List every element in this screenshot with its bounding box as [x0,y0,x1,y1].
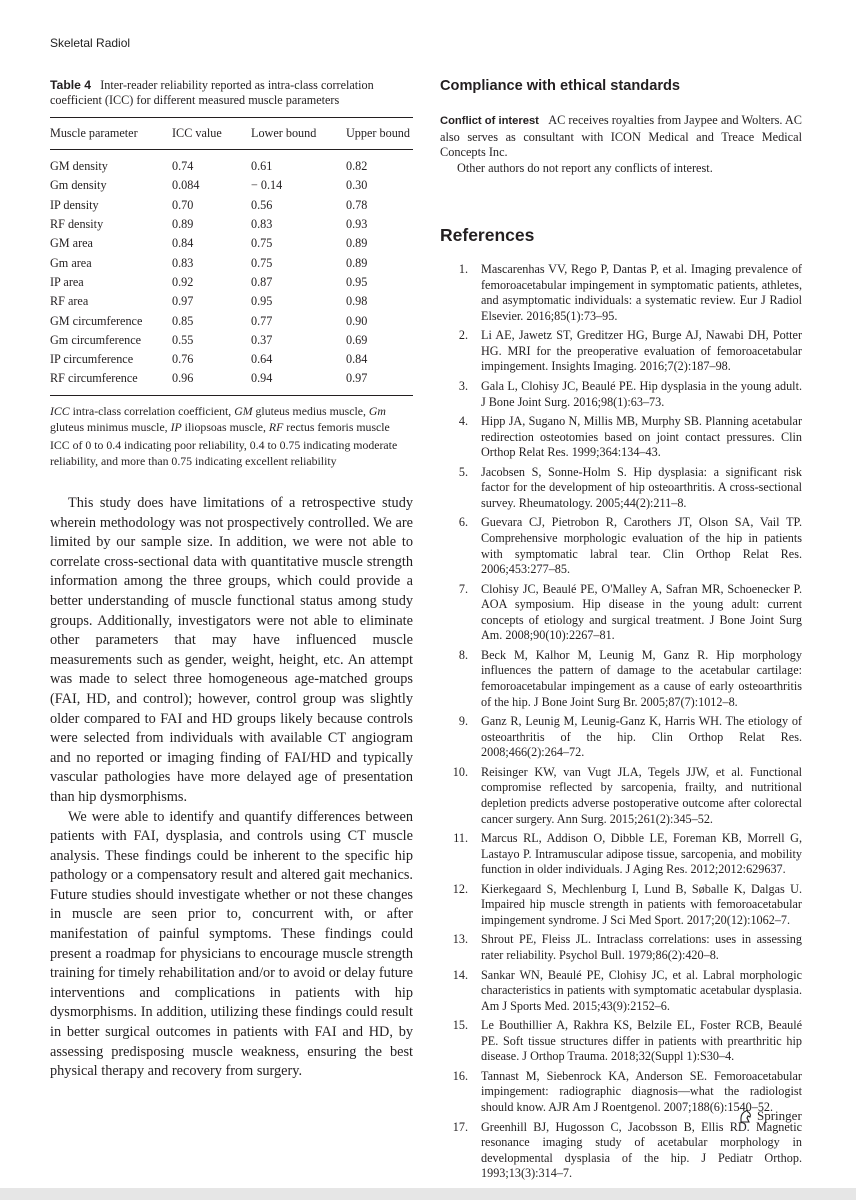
publisher-name: Springer [757,1108,802,1123]
reference-item [440,262,802,324]
reference-number: 6. [458,515,468,530]
reference-text: Jacobsen S, Sonne-Holm S. Hip dysplasia: a significant risk factor for the development of hip osteoarthritis. A cross-sectional survey. Rheumatology. 2005;44(2):211–8. [481,464,802,510]
running-head: Skeletal Radiol [50,36,131,50]
references-heading: References [440,225,535,245]
reference-item [440,831,802,878]
cell-upper-bound: 0.89 [346,236,368,251]
cell-muscle-parameter: IP density [50,197,99,212]
cell-icc-value: 0.84 [172,236,194,251]
cell-muscle-parameter: Gm circumference [50,332,142,347]
reference-number: 11. [453,831,468,846]
reference-text: Guevara CJ, Pietrobon R, Carothers JT, Olson SA, Vail TP. Comprehensive morphologic evaluation of the hip in patients with symptomatic labral tear. Clin Orthop Relat Res. 2006;453:277–85. [481,515,802,577]
table-row [50,234,413,253]
reference-text: Greenhill BJ, Hugosson C, Jacobsson B, Ellis RD. Magnetic resonance imaging study of acetabular morphology in developmental dysplasia of the hip. J Pediatr Orthop. 1993;13(3):314–7. [481,1119,802,1181]
cell-icc-value: 0.97 [172,294,194,309]
reference-number: 5. [458,464,468,479]
reference-item [440,328,802,375]
compliance-heading: Compliance with ethical standards [440,78,681,94]
cell-upper-bound: 0.30 [346,178,368,193]
reference-number: 2. [458,328,468,343]
paragraph-limitations: This study does have limitations of a retrospective study wherein methodology was not prospectively controlled. We are limited by our sample size. In addition, we were not able to correlate cross-sectional data with quantitative muscle strength information among the three groups, which could provide a better understanding of muscle functional status among study groups. Additionally, investigators were not able to eliminate other parameters that may have influenced muscle measurements such as gender, weight, height, etc. An attempt was made to select three homogeneous age-matched groups (FAI, HD, and control); however, control group was slightly older compared to FAI and HD groups likely because controls were selected from individuals with available CT angiogram and no reported or imaging finding of FAI/HD and typically vascular pathologies have more delayed age of presentation than hip dysmorphisms. [50,495,413,805]
cell-icc-value: 0.76 [172,352,194,367]
cell-lower-bound: 0.87 [251,274,273,289]
cell-icc-value: 0.92 [172,274,194,289]
table-label: Table 4 [50,78,92,92]
paragraph-conclusions: We were able to identify and quantify differences between patients with FAI, dysplasia, and controls using CT muscle analysis. These findings could be inherent to the specific hip pathology or a compensatory result and altered gait mechanics. Future studies should investigate whether or not these changes in muscle are seen prior to, concurrent with, or after manifestation of painful symptoms. These findings could present a roadmap for physicians to encourage muscle strength training for timely rehabilitation and/or to avoid or delay future interventions and complications in patients with hip dysmorphisms. In addition, utilizing these findings could result in better surgical outcomes in patients with FAI and HD, by assessing predisposing muscle weakness, ensuring the best physical therapy and recovery from surgery. [50,808,413,1080]
reference-text: Sankar WN, Beaulé PE, Clohisy JC, et al. Labral morphologic characteristics in patients with symptomatic acetabular dysplasia. Am J Sports Med. 2015;43(9):2152–6. [481,967,802,1013]
table-caption [50,78,413,108]
table-row [50,273,413,292]
reference-item [440,882,802,929]
reference-text: Shrout PE, Fleiss JL. Intraclass correlations: uses in assessing rater reliability. Psychol Bull. 1979;86(2):420–8. [481,932,802,963]
cell-muscle-parameter: IP area [50,274,84,289]
reference-item [440,515,802,577]
reference-item [440,1120,802,1182]
table-row [50,331,413,350]
cell-upper-bound: 0.69 [346,332,368,347]
cell-icc-value: 0.74 [172,159,194,174]
table-row [50,215,413,234]
reference-item [440,414,802,461]
cell-lower-bound: 0.95 [251,294,273,309]
table-footnote-abbreviations [50,403,413,435]
cell-muscle-parameter: GM density [50,159,108,174]
cell-upper-bound: 0.97 [346,371,368,386]
cell-icc-value: 0.084 [172,178,200,193]
table-footnote-interpretation: ICC of 0 to 0.4 indicating poor reliability, 0.4 to 0.75 indicating moderate reliability, and more than 0.75 indicating excellent reliability [50,437,398,468]
cell-upper-bound: 0.84 [346,352,368,367]
reference-item [440,379,802,410]
reference-text: Kierkegaard S, Mechlenburg I, Lund B, Søballe K, Dalgas U. Impaired hip muscle strength in patients with femoroacetabular impingement syndrome. J Sci Med Sport. 2017;20(12):1062–7. [481,881,802,927]
reference-number: 10. [452,764,468,779]
cell-lower-bound: − 0.14 [251,178,283,193]
reference-item [440,582,802,644]
reference-list [440,262,802,1186]
cell-muscle-parameter: RF density [50,217,104,232]
cell-muscle-parameter: GM circumference [50,313,143,328]
table-row [50,196,413,215]
cell-lower-bound: 0.61 [251,159,273,174]
reference-text: Gala L, Clohisy JC, Beaulé PE. Hip dysplasia in the young adult. J Bone Joint Surg. 2016;98(1):63–73. [481,378,802,409]
cell-muscle-parameter: IP circumference [50,352,134,367]
header-upper-bound: Upper bound [346,126,410,140]
cell-lower-bound: 0.75 [251,236,273,251]
reference-number: 8. [458,647,468,662]
right-column [440,78,802,176]
coi-text: AC receives royalties from Jaypee and Wolters. AC also serves as consultant with ICON Medical and Treace Medical Concepts Inc. [440,113,802,160]
reference-item [440,1018,802,1065]
reference-text: Hipp JA, Sugano N, Millis MB, Murphy SB. Planning acetabular redirection osteotomies based on joint contact pressures. Clin Orthop Relat Res. 1999;364:134–43. [481,414,802,460]
cell-muscle-parameter: RF circumference [50,371,138,386]
cell-muscle-parameter: GM area [50,236,93,251]
reference-text: Reisinger KW, van Vugt JLA, Tegels JJW, et al. Functional compromise reflected by sarcopenia, frailty, and nutritional depletion predicts adverse postoperative outcome after colorectal cancer surgery. Ann Surg. 2015;261(2):345–52. [481,764,802,826]
reference-number: 13. [452,932,468,947]
reference-text: Le Bouthillier A, Rakhra KS, Belzile EL, Foster RCB, Beaulé PE. Soft tissue structures differ in patients with prearthritic hip disease. J Orthop Trauma. 2018;32(Suppl 1):S30–4. [481,1018,802,1064]
coi-other: Other authors do not report any conflicts of interest. [457,160,713,175]
reference-number: 1. [458,262,468,276]
table-row [50,369,413,395]
abbreviation: Gm [368,403,386,418]
abbreviation-definition: gluteus medius muscle, [252,403,369,418]
cell-lower-bound: 0.77 [251,313,273,328]
reference-text: Mascarenhas VV, Rego P, Dantas P, et al. Imaging prevalence of femoroacetabular impingement in symptomatic patients, athletes, and asymptomatic individuals: a systematic review. Eur J Radiol Elsevier. 2016;85(1):73–95. [481,262,802,323]
cell-upper-bound: 0.95 [346,274,368,289]
viewer-bottom-bar [0,1188,856,1200]
cell-muscle-parameter: Gm area [50,255,92,270]
reference-number: 17. [452,1119,468,1134]
cell-lower-bound: 0.37 [251,332,273,347]
reference-item [440,968,802,1015]
header-lower-bound: Lower bound [251,126,317,140]
reference-text: Marcus RL, Addison O, Dibble LE, Foreman KB, Morrell G, Lastayo P. Intramuscular adipose tissue, sarcopenia, and mobility function in older individuals. J Aging Res. 2012;2012:629637. [481,831,802,877]
reference-number: 15. [452,1018,468,1033]
cell-icc-value: 0.96 [172,371,194,386]
abbreviation-definition: gluteus minimus muscle, [50,419,171,434]
reference-number: 9. [458,714,468,729]
cell-lower-bound: 0.75 [251,255,273,270]
reference-item [440,714,802,761]
cell-upper-bound: 0.90 [346,313,368,328]
abbreviation-definition: intra-class correlation coefficient, [69,403,235,418]
abbreviation: IP [170,419,182,434]
cell-lower-bound: 0.56 [251,197,273,212]
reference-text: Li AE, Jawetz ST, Greditzer HG, Burge AJ, Nawabi DH, Potter HG. MRI for the preoperative evaluation of femoroacetabular impingement. Insights Imaging. 2016;7(2):187–98. [481,328,802,374]
reference-item [440,932,802,963]
table-row [50,150,413,177]
cell-icc-value: 0.55 [172,332,194,347]
cell-icc-value: 0.70 [172,197,194,212]
abbreviation-definition: rectus femoris muscle [283,419,390,434]
reference-item [440,765,802,827]
abbreviation: GM [234,403,253,418]
cell-upper-bound: 0.89 [346,255,368,270]
reference-number: 12. [452,881,468,896]
table-row [50,350,413,369]
springer-horse-icon [738,1109,753,1124]
table-row [50,311,413,330]
cell-muscle-parameter: Gm density [50,178,107,193]
reference-item [440,648,802,710]
left-column [50,78,413,469]
cell-upper-bound: 0.98 [346,294,368,309]
publisher-logo [738,1108,802,1124]
reference-text: Clohisy JC, Beaulé PE, O'Malley A, Safran MR, Schoenecker P. AOA symposium. Hip disease in the young adult: current concepts of etiology and surgical treatment. J Bone Joint Surg Am. 2008;90(10):2267–81. [481,581,802,643]
reference-number: 4. [458,414,468,429]
cell-muscle-parameter: RF area [50,294,89,309]
cell-upper-bound: 0.78 [346,197,368,212]
icc-table [50,117,413,396]
reference-number: 7. [458,581,468,596]
reference-number: 16. [452,1068,468,1083]
header-muscle-parameter: Muscle parameter [50,126,138,140]
table-row [50,176,413,195]
reference-number: 14. [452,967,468,982]
reference-text: Ganz R, Leunig M, Leunig-Ganz K, Harris WH. The etiology of osteoarthritis of the hip. Clin Orthop Relat Res. 2008;466(2):264–72. [481,714,802,760]
cell-lower-bound: 0.64 [251,352,273,367]
table-row [50,292,413,311]
reference-number: 3. [458,378,468,393]
table-caption-text: Inter-reader reliability reported as intra-class correlation coefficient (ICC) for different measured muscle parameters [50,78,374,107]
table-row [50,253,413,272]
reference-item [440,465,802,512]
cell-icc-value: 0.85 [172,313,194,328]
cell-lower-bound: 0.83 [251,217,273,232]
table-header-row [50,118,413,150]
header-icc-value: ICC value [172,126,222,140]
reference-text: Tannast M, Siebenrock KA, Anderson SE. Femoroacetabular impingement: radiographic diagnosis—what the radiologist should know. AJR Am J Roentgenol. 2007;188(6):1540–52. [481,1068,802,1115]
abbreviation-definition: iliopsoas muscle, [181,419,269,434]
cell-icc-value: 0.89 [172,217,194,232]
table-body [50,150,413,396]
cell-icc-value: 0.83 [172,255,194,270]
cell-upper-bound: 0.82 [346,159,368,174]
cell-upper-bound: 0.93 [346,217,368,232]
cell-lower-bound: 0.94 [251,371,273,386]
conflict-of-interest [440,113,802,176]
abbreviation: RF [268,419,284,434]
abbreviation: ICC [50,403,70,418]
discussion-text [50,494,413,1082]
coi-label: Conflict of interest [440,115,539,127]
reference-text: Beck M, Kalhor M, Leunig M, Ganz R. Hip morphology influences the pattern of damage to the acetabular cartilage: femoroacetabular impingement as a cause of early osteoarthritis of the hip. J Bone Joint Surg Br. 2005;87(7):1012–8. [481,647,802,709]
